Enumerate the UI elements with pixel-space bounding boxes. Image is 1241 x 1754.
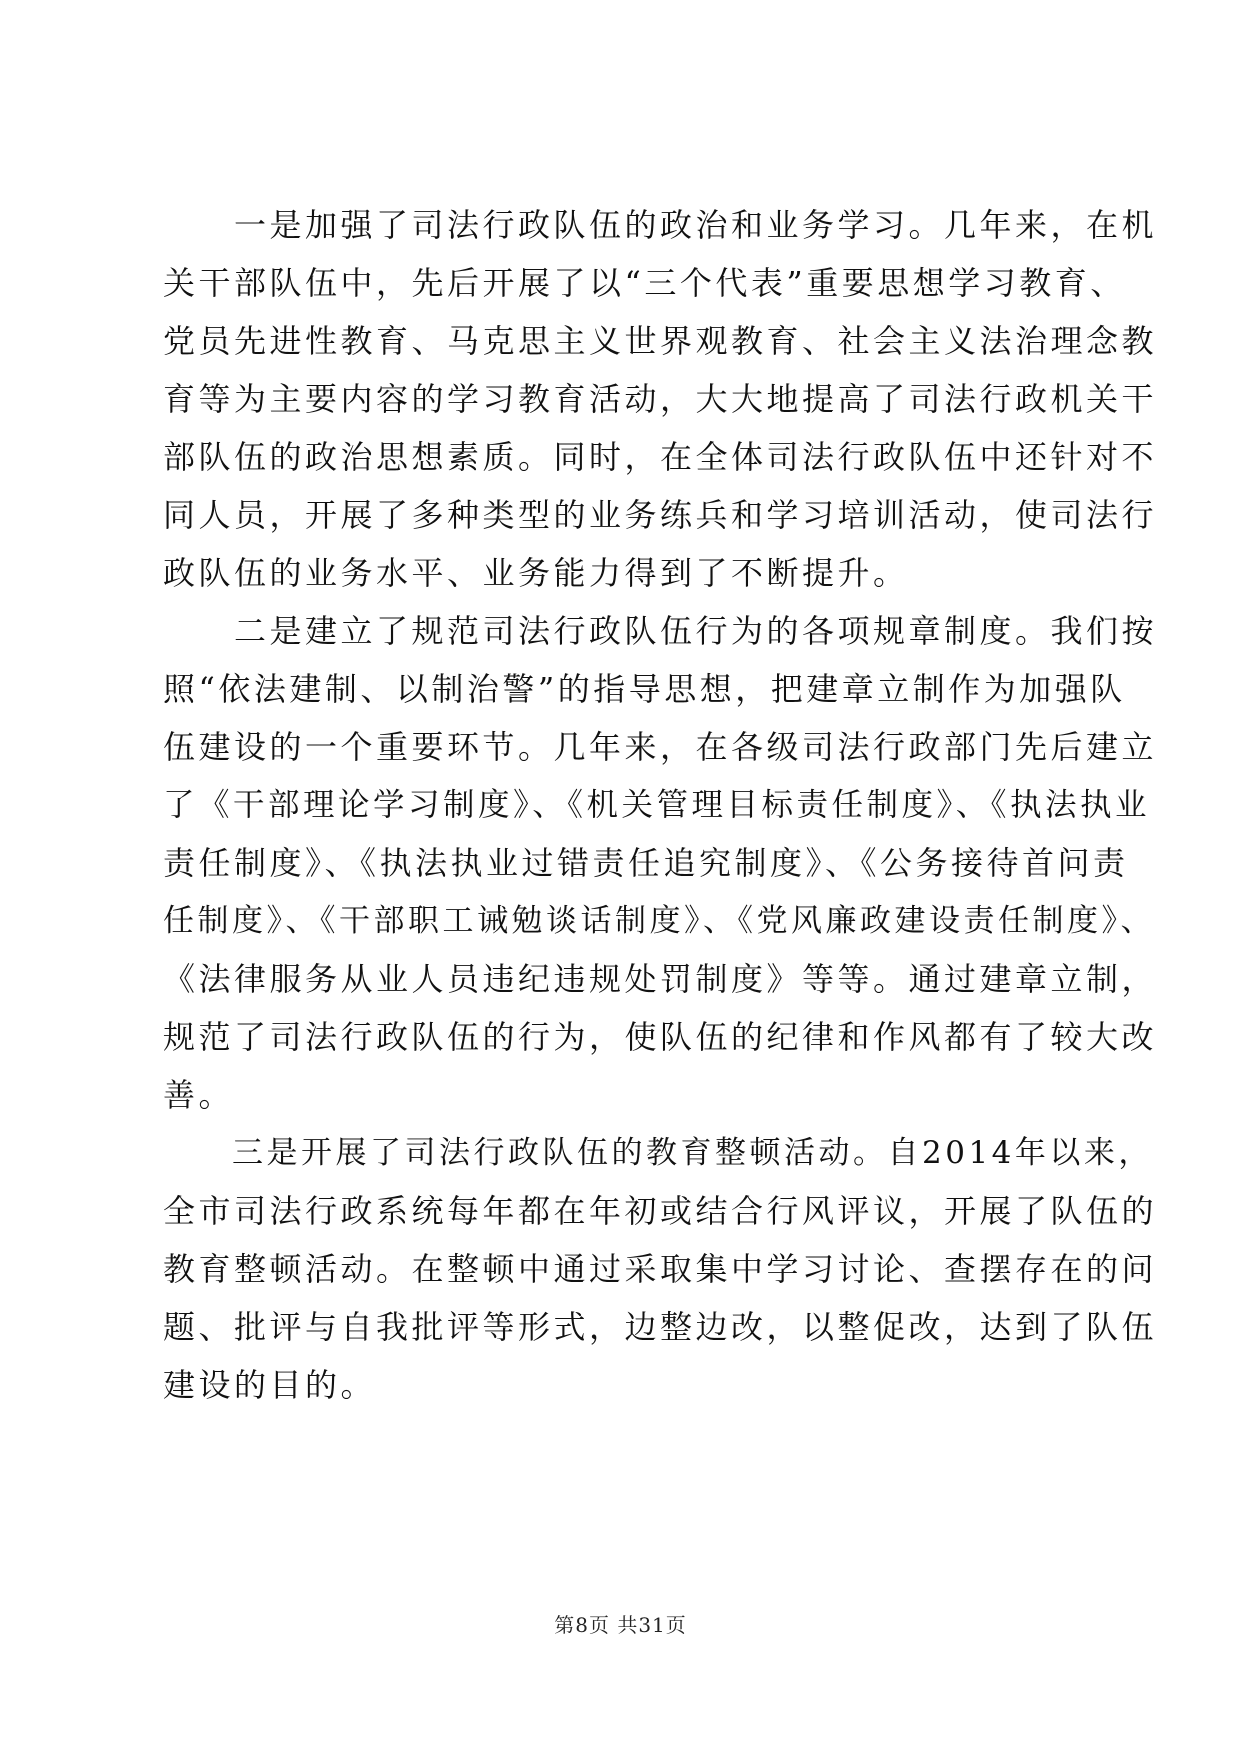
- text-line: 教育整顿活动。在整顿中通过采取集中学习讨论、查摆存在的问: [163, 1250, 1158, 1288]
- text-line: 关干部队伍中，先后开展了以“三个代表”重要思想学习教育、: [163, 264, 1126, 302]
- text-line: 部队伍的政治思想素质。同时，在全体司法行政队伍中还针对不: [163, 438, 1158, 476]
- text-line: 三是开展了司法行政队伍的教育整顿活动。自2014年以来，: [163, 1135, 1153, 1171]
- text-line: 建设的目的。: [163, 1366, 377, 1404]
- text-line: 照“依法建制、以制治警”的指导思想，把建章立制作为加强队: [163, 670, 1126, 708]
- text-line: 党员先进性教育、马克思主义世界观教育、社会主义法治理念教: [163, 322, 1158, 360]
- text-line: 题、批评与自我批评等形式，边整边改，以整促改，达到了队伍: [163, 1308, 1158, 1346]
- text-line: 育等为主要内容的学习教育活动，大大地提高了司法行政机关干: [163, 380, 1158, 418]
- text-line: 规范了司法行政队伍的行为，使队伍的纪律和作风都有了较大改: [163, 1018, 1158, 1056]
- text-line: 同人员，开展了多种类型的业务练兵和学习培训活动，使司法行: [163, 496, 1158, 534]
- text-line: 伍建设的一个重要环节。几年来，在各级司法行政部门先后建立: [163, 728, 1158, 766]
- text-line: 了《干部理论学习制度》、《机关管理目标责任制度》、《执法执业: [163, 787, 1151, 823]
- text-line: 二是建立了规范司法行政队伍行为的各项规章制度。我们按: [163, 612, 1158, 650]
- text-line: 善。: [163, 1076, 235, 1114]
- text-line: 《法律服务从业人员违纪违规处罚制度》等等。通过建章立制，: [163, 960, 1158, 998]
- page-number-footer: 第8页 共31页: [554, 1613, 687, 1637]
- text-line: 政队伍的业务水平、业务能力得到了不断提升。: [163, 554, 909, 592]
- text-line: 全市司法行政系统每年都在年初或结合行风评议，开展了队伍的: [163, 1192, 1158, 1230]
- text-line: 一是加强了司法行政队伍的政治和业务学习。几年来，在机: [163, 206, 1158, 244]
- text-line: 责任制度》、《执法执业过错责任追究制度》、《公务接待首问责: [163, 844, 1129, 882]
- text-line: 任制度》、《干部职工诫勉谈话制度》、《党风廉政建设责任制度》、: [163, 903, 1155, 939]
